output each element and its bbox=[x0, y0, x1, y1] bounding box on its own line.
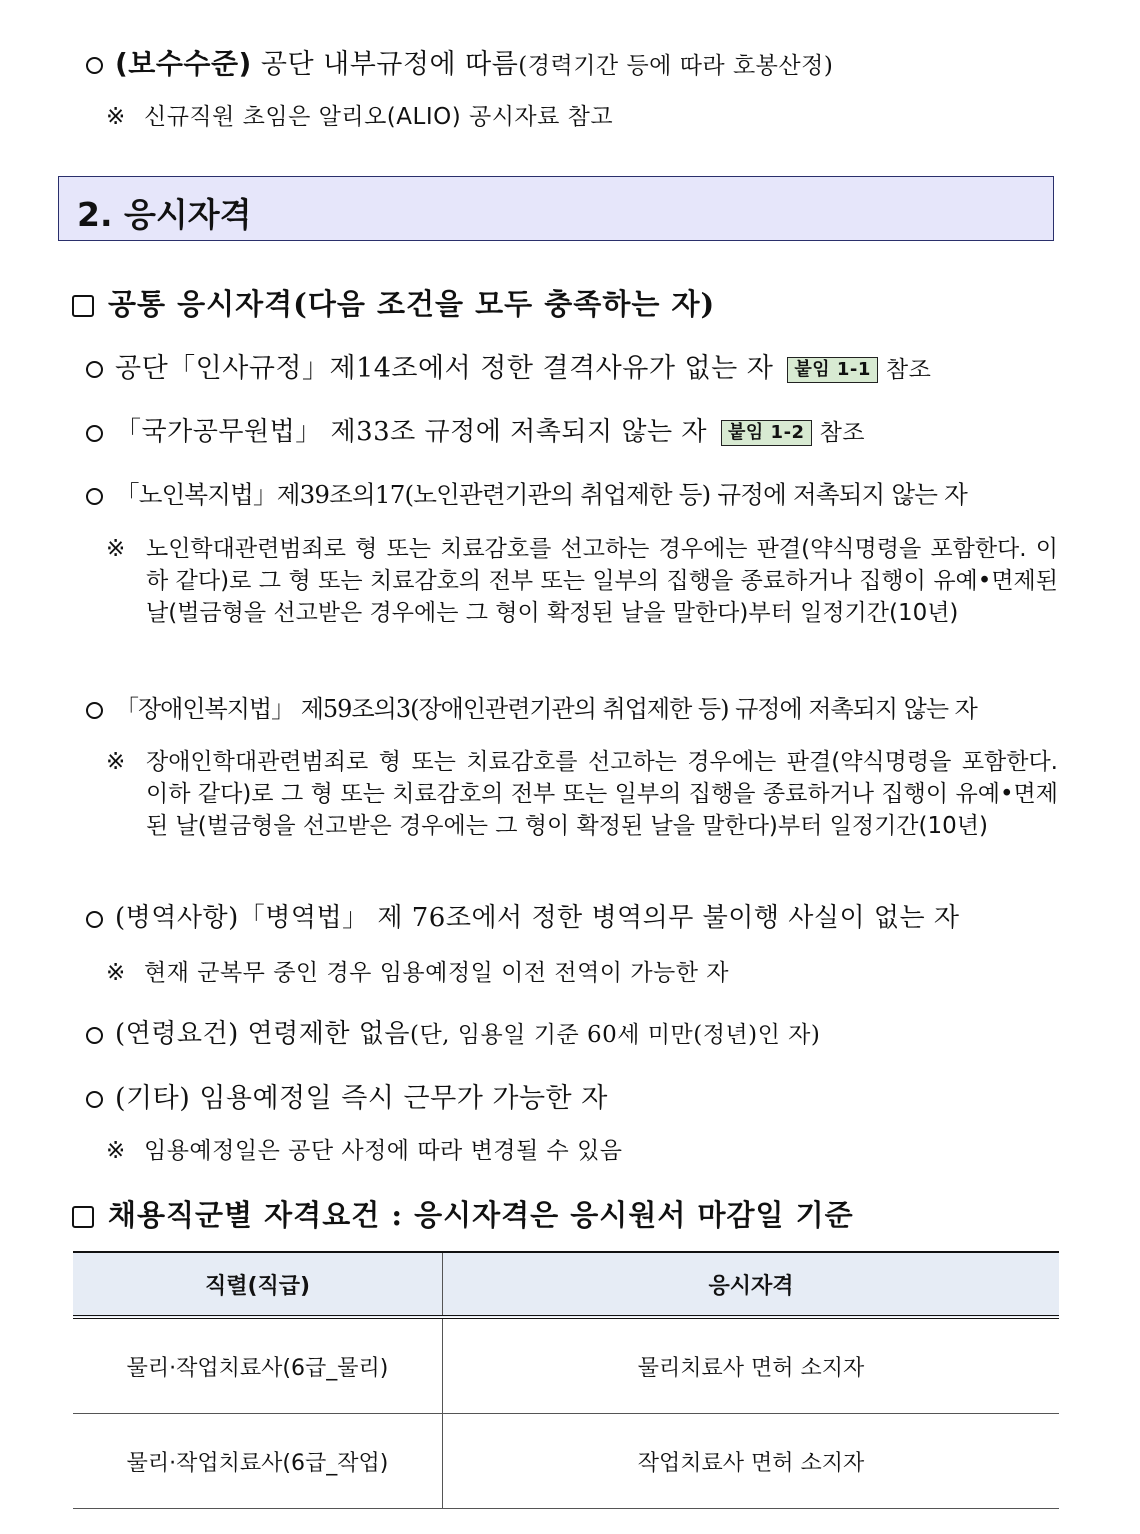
common-heading bbox=[72, 282, 715, 323]
circle-bullet-icon bbox=[86, 1027, 103, 1044]
common-item-7-text: (기타) 임용예정일 즉시 근무가 가능한 자 bbox=[115, 1083, 608, 1114]
reference-mark-icon: ※ bbox=[106, 536, 126, 562]
circle-bullet-icon bbox=[86, 361, 103, 378]
square-bullet-icon bbox=[72, 295, 94, 317]
common-item-4-note-text: 장애인학대관련범죄로 형 또는 치료감호를 선고하는 경우에는 판결(약식명령을 포함한다. 이하 같다)로 그 형 또는 치료감호의 전부 또는 일부의 집행을 종료하거나 집행이 유예•면제된 날(벌금형을 선고받은 경우에는 그 형이 확정된 날을 말한다)부터 일정기간(10년) bbox=[146, 749, 1058, 839]
common-item-1-text: 공단「인사규정」제14조에서 정한 결격사유가 없는 자 bbox=[115, 353, 774, 384]
qualification-table bbox=[73, 1251, 1059, 1509]
common-item-3-text: 「노인복지법」제39조의17(노인관련기관의 취업제한 등) 규정에 저촉되지 않는 자 bbox=[115, 480, 968, 509]
common-item-5 bbox=[86, 897, 960, 934]
common-item-2-text: 「국가공무원법」 제33조 규정에 저촉되지 않는 자 bbox=[115, 417, 707, 447]
circle-bullet-icon bbox=[86, 1091, 103, 1108]
attachment-badge: 붙임 1-1 bbox=[787, 357, 878, 383]
salary-label: (보수수준) bbox=[115, 47, 252, 80]
circle-bullet-icon bbox=[86, 702, 103, 719]
common-item-6 bbox=[86, 1013, 820, 1050]
common-item-7-note-text: 임용예정일은 공단 사정에 따라 변경될 수 있음 bbox=[144, 1138, 623, 1164]
reference-mark-icon: ※ bbox=[106, 104, 126, 130]
common-item-4-note bbox=[106, 746, 1058, 842]
common-heading-text: 공통 응시자격(다음 조건을 모두 충족하는 자) bbox=[108, 287, 716, 321]
square-bullet-icon bbox=[72, 1206, 94, 1228]
table-row bbox=[73, 1414, 1059, 1509]
attachment-badge: 붙임 1-2 bbox=[721, 420, 812, 446]
salary-note bbox=[106, 98, 613, 131]
salary-note-text: 신규직원 초임은 알리오(ALIO) 공시자료 참고 bbox=[144, 104, 614, 130]
column-header-qualification: 응시자격 bbox=[443, 1252, 1060, 1317]
salary-text: 공단 내부규정에 따름 bbox=[251, 49, 519, 80]
table-cell: 물리치료사 면허 소지자 bbox=[443, 1317, 1060, 1414]
salary-detail: (경력기간 등에 따라 호봉산정) bbox=[518, 53, 834, 79]
circle-bullet-icon bbox=[86, 911, 103, 928]
common-item-7-note bbox=[106, 1132, 623, 1165]
circle-bullet-icon bbox=[86, 425, 103, 442]
common-item-2-ref: 참조 bbox=[819, 420, 865, 446]
common-item-3-note bbox=[106, 533, 1058, 629]
job-heading bbox=[72, 1193, 854, 1234]
circle-bullet-icon bbox=[86, 57, 103, 74]
reference-mark-icon: ※ bbox=[106, 960, 126, 986]
circle-bullet-icon bbox=[86, 488, 103, 505]
section-header bbox=[58, 176, 1054, 241]
column-header-position: 직렬(직급) bbox=[73, 1252, 443, 1317]
salary-line bbox=[86, 42, 833, 82]
common-item-5-note-text: 현재 군복무 중인 경우 임용예정일 이전 전역이 가능한 자 bbox=[144, 960, 730, 986]
common-item-3 bbox=[86, 476, 967, 511]
common-item-5-text: (병역사항)「병역법」 제 76조에서 정한 병역의무 불이행 사실이 없는 자 bbox=[115, 903, 960, 933]
reference-mark-icon: ※ bbox=[106, 1138, 126, 1164]
common-item-6-detail: (단, 임용일 기준 60세 미만(정년)인 자) bbox=[409, 1022, 821, 1048]
table-cell: 물리·작업치료사(6급_작업) bbox=[73, 1414, 443, 1509]
common-item-5-note bbox=[106, 954, 729, 987]
section-title: 2. 응시자격 bbox=[77, 195, 252, 234]
common-item-7 bbox=[86, 1076, 608, 1115]
common-item-1 bbox=[86, 346, 931, 385]
reference-mark-icon: ※ bbox=[106, 749, 126, 775]
job-heading-text: 채용직군별 자격요건 : 응시자격은 응시원서 마감일 기준 bbox=[108, 1198, 854, 1232]
common-item-4 bbox=[86, 689, 977, 724]
table-row bbox=[73, 1317, 1059, 1414]
common-item-4-text: 「장애인복지법」 제59조의3(장애인관련기관의 취업제한 등) 규정에 저촉되지 않는 자 bbox=[115, 695, 977, 723]
table-header-row bbox=[73, 1252, 1059, 1317]
table-cell: 물리·작업치료사(6급_물리) bbox=[73, 1317, 443, 1414]
common-item-1-ref: 참조 bbox=[885, 357, 932, 383]
table-cell: 작업치료사 면허 소지자 bbox=[443, 1414, 1060, 1509]
common-item-2 bbox=[86, 411, 865, 448]
common-item-3-note-text: 노인학대관련범죄로 형 또는 치료감호를 선고하는 경우에는 판결(약식명령을 포함한다. 이하 같다)로 그 형 또는 치료감호의 전부 또는 일부의 집행을 종료하거나 집행이 유예•면제된 날(벌금형을 선고받은 경우에는 그 형이 확정된 날을 말한다)부터 일정기간(10년) bbox=[146, 536, 1058, 626]
common-item-6-text: (연령요건) 연령제한 없음 bbox=[115, 1019, 410, 1049]
